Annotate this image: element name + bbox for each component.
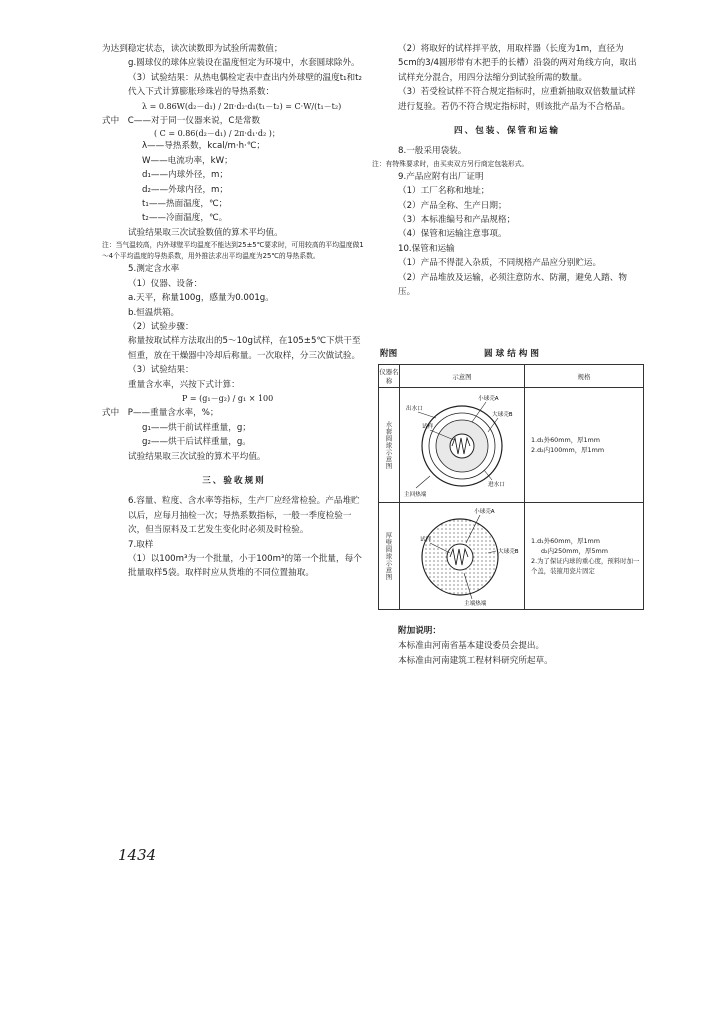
paragraph: （1）仪器、设备： [128,278,203,289]
callout-label: 大球壳B [498,549,519,555]
additional-notes [398,624,553,669]
variable-def: g₁——烘干前试样重量，g； [142,422,251,433]
diagram-cell [400,388,525,503]
figure-label: 附图 [380,349,398,359]
paragraph: 6.容量、粒度、含水率等指标，生产厂应经常检验。产品堆贮以后，应每月抽检一次；导热系数指标，一般一季度检验一次，但当原料及工艺发生变化时必须及时检验。 [128,496,360,536]
spec-cell [525,503,644,610]
paragraph: 8.一般采用袋装。 [398,146,467,157]
header-cell: 仪器名称 [379,365,400,388]
instrument-name: 厚壁圆球示意图 [379,503,400,610]
figure-title: 圆球结构图 [484,349,542,359]
paragraph: 试验结果取三次试验的算术平均值。 [128,451,266,462]
list-item: （2）产品全称、生产日期； [398,200,507,211]
variable-def: g₂——烘干后试样重量，g。 [142,437,251,448]
paragraph: 试验结果取三次试验数值的算术平均值。 [128,227,283,238]
paragraph: （2）将取好的试样拌平放，用取样器（长度为1m，直径为5cm的3/4圆形带有木把手的长槽）沿袋的两对角线方向，取出试样充分混合，用四分法缩分到试验所需的数量。 [398,44,637,83]
callout-label: 试样 [420,537,432,543]
paragraph: b.恒温烘箱。 [128,307,180,318]
paragraph: 称量按取试样方法取出的5～10g试样，在105±5℃下烘干至恒重，放在干燥器中冷却后称量。一次取样，分三次做试验。 [128,336,361,361]
paragraph: 9.产品应附有出厂证明 [398,171,484,182]
spec-line: 2.为了保证内球的重心度，预料时加一个盖，装箍用瓷片固定 [531,557,640,575]
spec-line: 1.d₁外60mm，厚1mm [531,537,600,545]
right-column [372,42,642,300]
paragraph: （2）试验步骤： [128,321,194,332]
water-jacket-sphere-diagram [400,388,524,500]
formula-moisture: P = (g₁－g₂) / g₁ × 100 [182,393,274,403]
page-number: 1434 [118,846,157,864]
table-header-row [379,365,644,388]
paragraph: 式中 C——对于同一仪器来说，C是常数 [102,116,261,127]
list-item: （3）本标准编号和产品规格； [398,215,516,226]
list-item: （1）产品不得混入杂质，不同规格产品应分别贮运。 [398,258,602,269]
paragraph: g.圆球仪的球体应装设在温度恒定为环境中，水套圆球除外。 [128,58,360,69]
left-column [102,42,366,581]
additional-note-line: 本标准由河南省基本建设委员会提出。 [398,641,545,651]
spec-line: 1.d₁外60mm，厚1mm [531,436,600,444]
paragraph: a.天平，称量100g，感量为0.001g。 [128,293,274,304]
spec-cell [525,388,644,503]
callout-label: 小球壳A [474,509,495,515]
variable-def: t₁——热面温度，℃； [142,199,228,210]
variable-def: t₂——冷面温度，℃。 [142,213,228,224]
additional-notes-title: 附加说明： [398,626,441,636]
paragraph: （3）试验结果：从热电偶检定表中查出内外球壁的温度t₁和t₂代入下式计算膨胀珍珠岩的导热系数： [128,72,362,98]
header-cell: 规格 [525,365,644,388]
list-item: （2）产品堆放及运输，必须注意防水、防潮，避免人踏、物压。 [398,272,627,298]
formula-lambda: λ = 0.86W(d₂－d₁) / 2π·d₂·d₁(t₁－t₂) = C·W/(t₁－t₂) [142,101,342,111]
figure-table [378,364,644,610]
callout-label: 出水口 [406,406,423,412]
footnote: 注：有特殊要求时，由买卖双方另行商定包装形式。 [372,159,529,168]
callout-label: 试样 [422,424,434,430]
formula-constant: ( C = 0.86(d₂－d₁) / 2π·d₁·d₂ )； [154,129,280,139]
footnote: 注：当气温较高，内外球壁平均温度不能达到25±5℃要求时，可用较高的平均温度做1～4个平均温度的导热系数，用外推法求出平均温度为25℃的导热系数。 [102,241,364,261]
section-heading: 5.测定含水率 [128,264,180,275]
instrument-name: 水套圆球示意图 [379,388,400,503]
variable-def: d₂——外球内径，m； [142,184,229,195]
paragraph: 7.取样 [128,539,154,550]
spec-line: d₂内250mm，厚5mm [541,547,608,555]
paragraph: （3）若受检试样不符合规定指标时，应重新抽取双倍数量试样进行复验。若仍不符合规定指标时，则该批产品为不合格品。 [398,87,636,112]
table-row [379,388,644,503]
variable-def: d₁——内球外径，m； [142,170,229,181]
spec-line: 2.d₂内100mm，厚1mm [531,446,605,454]
header-cell: 示意图 [400,365,525,388]
section-title: 四、包装、保管和运输 [454,126,560,137]
diagram-cell [400,503,525,610]
variable-def: λ——导热系数，kcal/m·h·℃； [142,141,266,152]
additional-note-line: 本标准由河南建筑工程材料研究所起草。 [398,656,553,666]
list-item: （1）工厂名称和地址； [398,186,490,197]
list-item: （4）保管和运输注意事项。 [398,229,507,240]
paragraph: （1）以100m³为一个批量，小于100m³的第一个批量，每个批量取样5袋。取样时应从货堆的不同位置抽取。 [128,554,362,579]
callout-label: 主回热端 [404,492,427,498]
callout-label: 进水口 [488,482,505,488]
paragraph: 式中 P——重量含水率，%； [102,408,219,419]
callout-label: 小球壳A [478,396,499,402]
paragraph: 10.保管和运输 [398,243,455,254]
table-row [379,503,644,610]
callout-label: 大球壳B [492,412,513,418]
variable-def: W——电流功率，kW； [142,155,233,166]
thick-wall-sphere-diagram [400,503,524,607]
callout-label: 主端热端 [464,601,487,607]
paragraph: 重量含水率，兴按下式计算： [128,379,240,390]
section-title: 三、验收规则 [202,475,266,486]
paragraph: （3）试验结果： [128,365,194,376]
paragraph: 为达到稳定状态，读次读数即为试验所需数值； [102,44,283,54]
